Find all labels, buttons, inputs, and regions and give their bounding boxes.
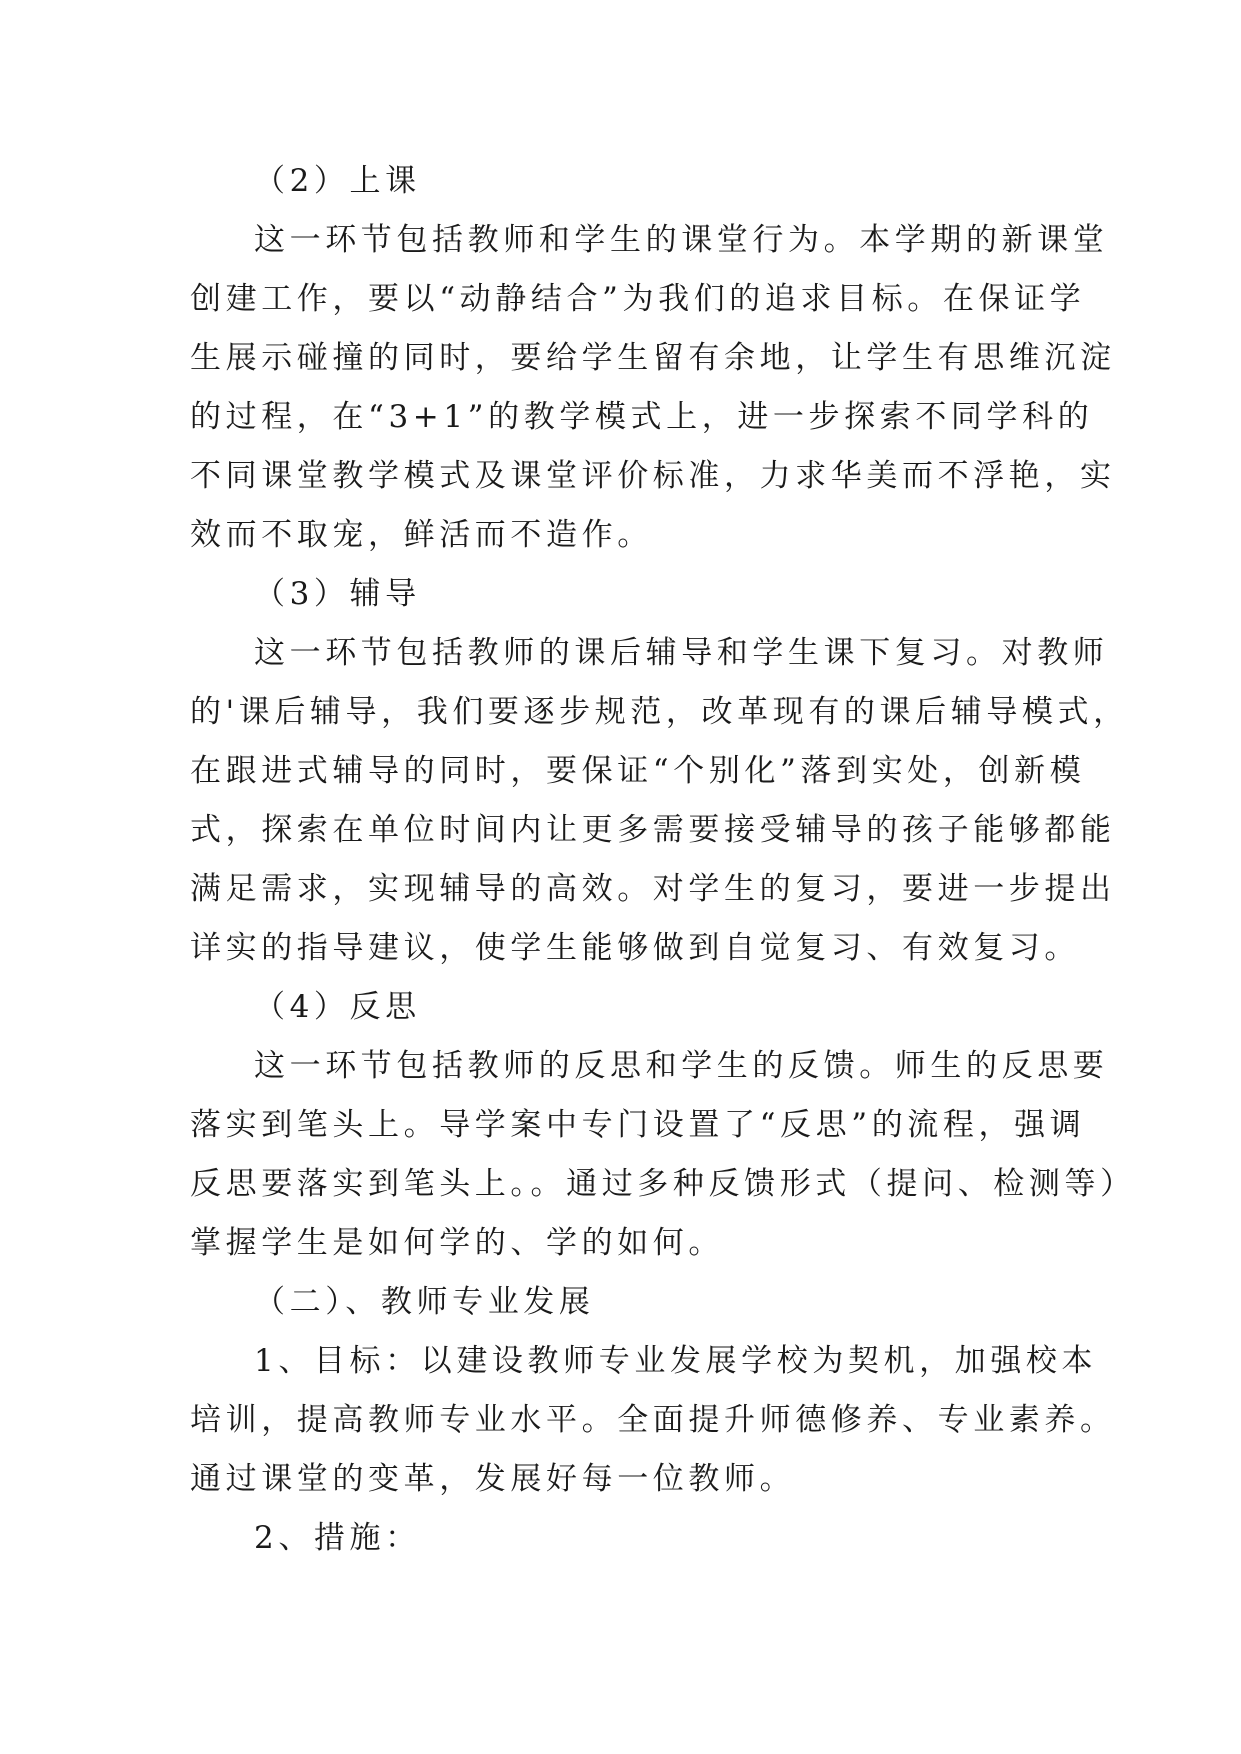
paragraph-line: 创建工作，要以“动静结合”为我们的追求目标。在保证学 xyxy=(190,281,1086,317)
paragraph-line: 1、目标：以建设教师专业发展学校为契机，加强校本 xyxy=(254,1343,1098,1379)
paragraph-line: 培训，提高教师专业水平。全面提升师德修养、专业素养。 xyxy=(190,1402,1116,1438)
paragraph-line: 这一环节包括教师和学生的课堂行为。本学期的新课堂 xyxy=(254,222,1109,258)
paragraph-line: 满足需求，实现辅导的高效。对学生的复习，要进一步提出 xyxy=(190,871,1116,907)
paragraph-line: 详实的指导建议，使学生能够做到自觉复习、有效复习。 xyxy=(190,930,1080,966)
paragraph-line: 这一环节包括教师的课后辅导和学生课下复习。对教师 xyxy=(254,635,1109,671)
paragraph-line: 生展示碰撞的同时，要给学生留有余地，让学生有思维沉淀 xyxy=(190,340,1116,376)
document-page xyxy=(190,152,1136,1568)
paragraph-line: 的过程，在“3+1”的教学模式上，进一步探索不同学科的 xyxy=(190,399,1094,435)
paragraph-line: 2、措施： xyxy=(254,1520,421,1556)
paragraph-line: 不同课堂教学模式及课堂评价标准，力求华美而不浮艳，实 xyxy=(190,458,1116,494)
section-heading-tutoring: （3）辅导 xyxy=(254,576,421,612)
paragraph-line: 式，探索在单位时间内让更多需要接受辅导的孩子能够都能 xyxy=(190,812,1116,848)
paragraph-line: 这一环节包括教师的反思和学生的反馈。师生的反思要 xyxy=(254,1048,1109,1084)
section-heading-reflection: （4）反思 xyxy=(254,989,421,1025)
paragraph-line: 掌握学生是如何学的、学的如何。 xyxy=(190,1225,724,1261)
paragraph-line: 反思要落实到笔头上。。通过多种反馈形式（提问、检测等） xyxy=(190,1166,1136,1202)
paragraph-line: 效而不取宠，鲜活而不造作。 xyxy=(190,517,653,553)
paragraph-line: 通过课堂的变革，发展好每一位教师。 xyxy=(190,1461,796,1497)
paragraph-line: 落实到笔头上。导学案中专门设置了“反思”的流程，强调 xyxy=(190,1107,1086,1143)
paragraph-line: 的'课后辅导，我们要逐步规范，改革现有的课后辅导模式， xyxy=(190,694,1129,730)
section-heading-teacher-development: （二）、教师专业发展 xyxy=(254,1284,595,1320)
section-heading-class: （2）上课 xyxy=(254,163,421,199)
paragraph-line: 在跟进式辅导的同时，要保证“个别化”落到实处，创新模 xyxy=(190,753,1086,789)
